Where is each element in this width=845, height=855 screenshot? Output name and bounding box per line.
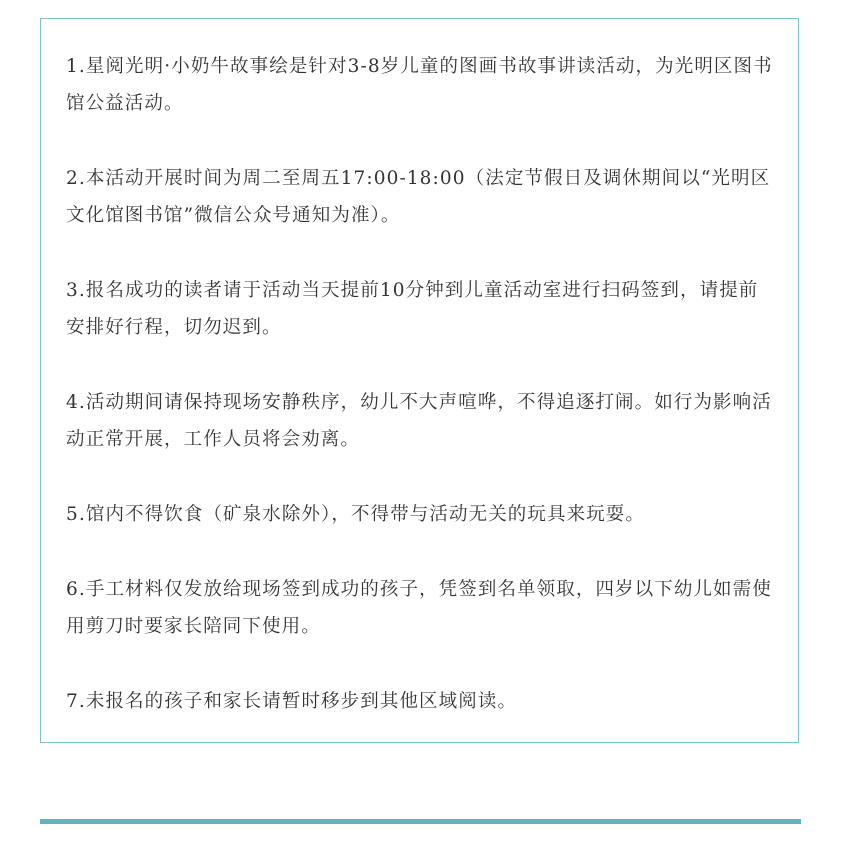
notice-item-3: 3.报名成功的读者请于活动当天提前10分钟到儿童活动室进行扫码签到，请提前安排好行程，切勿迟到。 (66, 280, 759, 338)
notice-item-4: 4.活动期间请保持现场安静秩序，幼儿不大声喧哗，不得追逐打闹。如行为影响活动正常开展，工作人员将会劝离。 (66, 392, 772, 450)
notice-item-5: 5.馆内不得饮食（矿泉水除外），不得带与活动无关的玩具来玩耍。 (66, 504, 646, 525)
notice-item-7: 7.未报名的孩子和家长请暂时移步到其他区域阅读。 (66, 691, 518, 712)
notice-item-1: 1.星阅光明·小奶牛故事绘是针对3-8岁儿童的图画书故事讲读活动，为光明区图书馆公益活动。 (66, 56, 773, 114)
notice-box (40, 18, 799, 743)
bottom-divider (40, 819, 801, 824)
notice-item-2: 2.本活动开展时间为周二至周五17:00-18:00（法定节假日及调休期间以“光明区文化馆图书馆”微信公众号通知为准）。 (66, 168, 771, 226)
notice-item-6: 6.手工材料仅发放给现场签到成功的孩子，凭签到名单领取，四岁以下幼儿如需使用剪刀时要家长陪同下使用。 (66, 579, 772, 637)
